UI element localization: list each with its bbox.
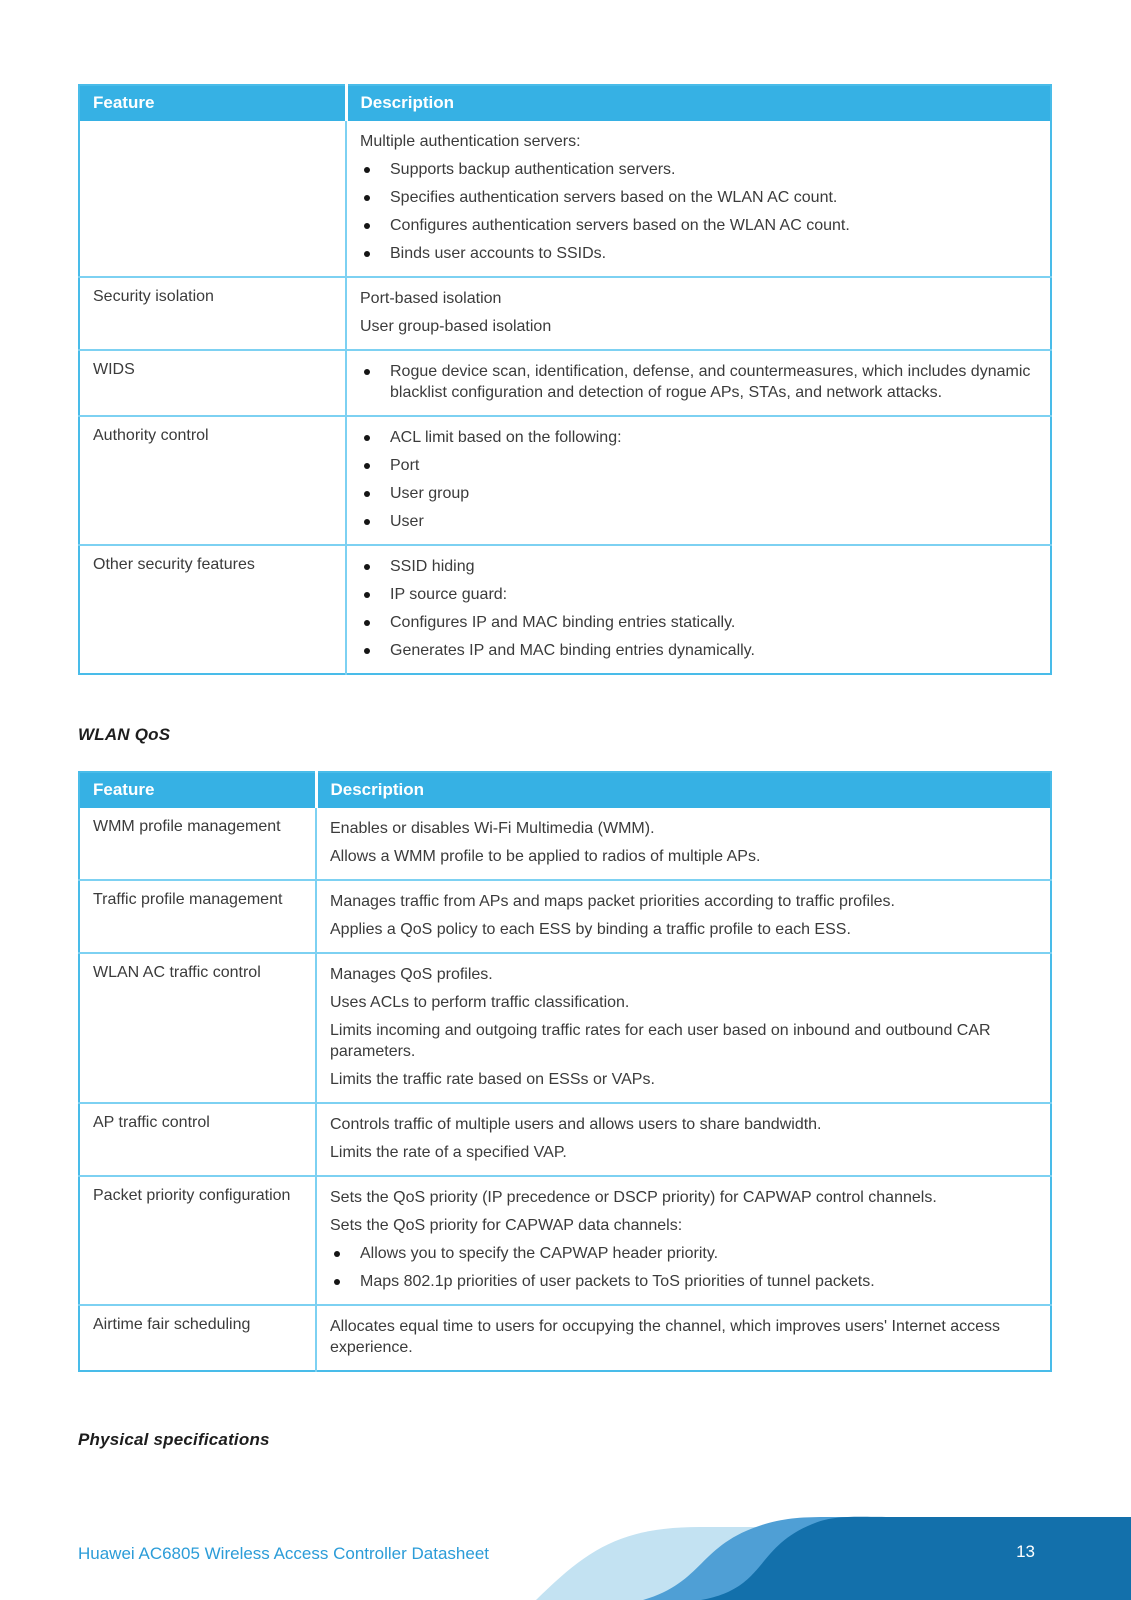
feature-cell: WLAN AC traffic control (79, 953, 316, 1103)
paragraph: Manages traffic from APs and maps packet priorities according to traffic profiles. (330, 893, 895, 910)
section-heading-wlan-qos: WLAN QoS (78, 725, 171, 744)
paragraph: Limits the traffic rate based on ESSs or VAPs. (330, 1071, 655, 1088)
table-row (79, 1103, 1051, 1176)
bullet-text: Maps 802.1p priorities of user packets to ToS priorities of tunnel packets. (360, 1273, 875, 1290)
table-row (79, 808, 1051, 880)
description-cell (316, 880, 1051, 953)
table-row (79, 277, 1051, 350)
bullet-item (360, 483, 1036, 504)
column-header-feature: Feature (79, 85, 346, 121)
feature-cell: Security isolation (79, 277, 346, 350)
paragraph: Multiple authentication servers: (360, 133, 581, 150)
bullet-icon (364, 195, 370, 201)
bullet-text: User (390, 513, 424, 530)
bullet-icon (364, 167, 370, 173)
bullet-text: Allows you to specify the CAPWAP header priority. (360, 1245, 719, 1262)
paragraph: User group-based isolation (360, 318, 552, 335)
feature-cell: Traffic profile management (79, 880, 316, 953)
column-header-feature: Feature (79, 772, 316, 808)
paragraph: Allows a WMM profile to be applied to radios of multiple APs. (330, 848, 761, 865)
bullet-icon (364, 463, 370, 469)
bullet-text: Binds user accounts to SSIDs. (390, 245, 607, 262)
bullet-icon (364, 491, 370, 497)
bullet-item (360, 361, 1036, 403)
bullet-item (360, 243, 1036, 264)
bullet-icon (364, 435, 370, 441)
bullet-icon (334, 1279, 340, 1285)
table-row (79, 416, 1051, 545)
table-body (79, 121, 1051, 674)
page-footer (0, 1508, 1131, 1600)
table-row (79, 350, 1051, 416)
security-features-table (78, 84, 1052, 675)
table-header-row (79, 772, 1051, 808)
column-header-description: Description (346, 85, 1051, 121)
bullet-icon (364, 620, 370, 626)
table-header-row (79, 85, 1051, 121)
footer-page-number: 13 (1016, 1542, 1035, 1561)
bullet-icon (364, 564, 370, 570)
bullet-item (360, 640, 1036, 661)
bullet-icon (364, 592, 370, 598)
description-cell (316, 953, 1051, 1103)
paragraph: Enables or disables Wi-Fi Multimedia (WMM). (330, 820, 655, 837)
paragraph: Uses ACLs to perform traffic classification. (330, 994, 630, 1011)
section-heading-physical-specifications: Physical specifications (78, 1430, 270, 1449)
description-cell (316, 1305, 1051, 1371)
bullet-text: Rogue device scan, identification, defense, and countermeasures, which includes dynamic blacklist configuration and detection of rogue APs, STAs, and network attacks. (390, 363, 1031, 401)
paragraph: Sets the QoS priority (IP precedence or DSCP priority) for CAPWAP control channels. (330, 1189, 937, 1206)
bullet-item (360, 556, 1036, 577)
bullet-text: Configures authentication servers based on the WLAN AC count. (390, 217, 850, 234)
bullet-icon (334, 1251, 340, 1257)
paragraph: Allocates equal time to users for occupying the channel, which improves users' Internet access experience. (330, 1318, 1001, 1356)
description-cell (316, 1103, 1051, 1176)
table-row (79, 1305, 1051, 1371)
paragraph: Port-based isolation (360, 290, 502, 307)
footer-document-title: Huawei AC6805 Wireless Access Controller Datasheet (78, 1544, 490, 1563)
feature-cell: Packet priority configuration (79, 1176, 316, 1305)
table-row (79, 880, 1051, 953)
bullet-icon (364, 369, 370, 375)
bullet-text: Specifies authentication servers based on the WLAN AC count. (390, 189, 838, 206)
bullet-text: ACL limit based on the following: (390, 429, 622, 446)
table-row (79, 1176, 1051, 1305)
bullet-item (360, 159, 1036, 180)
bullet-item (330, 1271, 1036, 1292)
table-row (79, 545, 1051, 674)
bullet-icon (364, 251, 370, 257)
table-body (79, 808, 1051, 1371)
bullet-text: SSID hiding (390, 558, 475, 575)
bullet-item (360, 511, 1036, 532)
feature-cell: AP traffic control (79, 1103, 316, 1176)
description-cell (346, 350, 1051, 416)
description-cell (346, 416, 1051, 545)
bullet-item (360, 215, 1036, 236)
feature-cell: Airtime fair scheduling (79, 1305, 316, 1371)
feature-cell: Authority control (79, 416, 346, 545)
bullet-text: Port (390, 457, 420, 474)
bullet-item (360, 584, 1036, 605)
bullet-text: IP source guard: (390, 586, 508, 603)
paragraph: Sets the QoS priority for CAPWAP data channels: (330, 1217, 683, 1234)
feature-cell: WMM profile management (93, 818, 281, 835)
table-row (79, 121, 1051, 277)
bullet-item (360, 612, 1036, 633)
bullet-text: Generates IP and MAC binding entries dynamically. (390, 642, 755, 659)
bullet-text: Configures IP and MAC binding entries statically. (390, 614, 736, 631)
bullet-item (330, 1243, 1036, 1264)
wlan-qos-table (78, 771, 1052, 1372)
bullet-icon (364, 519, 370, 525)
feature-cell: Other security features (79, 545, 346, 674)
description-cell (346, 121, 1051, 277)
description-cell (316, 1176, 1051, 1305)
table-row (79, 953, 1051, 1103)
description-cell (346, 545, 1051, 674)
paragraph: Limits the rate of a specified VAP. (330, 1144, 567, 1161)
feature-cell (79, 121, 346, 277)
bullet-item (360, 187, 1036, 208)
bullet-icon (364, 223, 370, 229)
page-content (78, 84, 1052, 1476)
paragraph: Controls traffic of multiple users and allows users to share bandwidth. (330, 1116, 822, 1133)
bullet-icon (364, 648, 370, 654)
paragraph: Limits incoming and outgoing traffic rates for each user based on inbound and outbound CAR parameters. (330, 1022, 991, 1060)
bullet-text: User group (390, 485, 470, 502)
bullet-text: Supports backup authentication servers. (390, 161, 676, 178)
description-cell (316, 808, 1051, 880)
paragraph: Manages QoS profiles. (330, 966, 493, 983)
feature-cell: WIDS (79, 350, 346, 416)
description-cell (346, 277, 1051, 350)
bullet-item (360, 427, 1036, 448)
bullet-item (360, 455, 1036, 476)
column-header-description: Description (316, 772, 1051, 808)
paragraph: Applies a QoS policy to each ESS by binding a traffic profile to each ESS. (330, 921, 851, 938)
